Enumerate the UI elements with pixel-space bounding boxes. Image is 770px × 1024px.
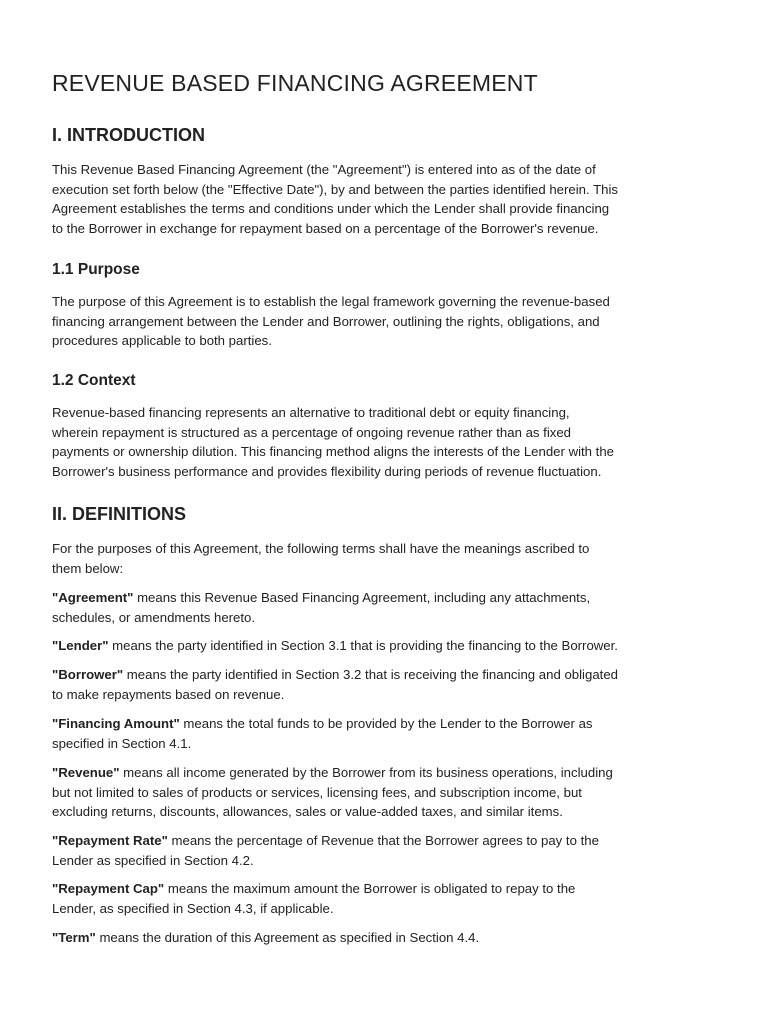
text-line [52, 928, 722, 948]
definition-term: "Repayment Rate" [52, 833, 168, 848]
definition-text: means the party identified in Section 3.2 that is receiving the financing and obligated [123, 667, 618, 682]
text-line: Lender, as specified in Section 4.3, if applicable. [52, 900, 334, 916]
subsection-heading-purpose: 1.1 Purpose [52, 261, 140, 278]
context-paragraph [52, 403, 722, 481]
definition-term: "Repayment Cap" [52, 881, 165, 896]
definition-text: means the party identified in Section 3.1 that is providing the financing to the Borrower. [108, 638, 618, 653]
text-line: Borrower's business performance and provides flexibility during periods of revenue fluctuation. [52, 463, 602, 479]
definition-borrower [52, 665, 722, 704]
text-line: Agreement establishes the terms and conditions under which the Lender shall provide financing [52, 201, 610, 216]
text-line [52, 636, 722, 656]
definition-term-duration [52, 928, 722, 948]
definition-revenue [52, 763, 722, 822]
definition-agreement [52, 588, 722, 627]
text-line [52, 831, 722, 851]
text-line: wherein repayment is structured as a percentage of ongoing revenue rather than as fixed [52, 424, 572, 440]
text-line: to make repayments based on revenue. [52, 686, 285, 702]
definition-text: means the maximum amount the Borrower is obligated to repay to the [164, 881, 576, 896]
purpose-paragraph [52, 292, 722, 351]
definition-text: means the total funds to be provided by the Lender to the Borrower as [179, 716, 593, 731]
introduction-paragraph [52, 160, 722, 238]
definition-repayment-cap [52, 879, 722, 918]
definition-text: means this Revenue Based Financing Agreement, including any attachments, [133, 590, 591, 605]
definition-lender [52, 636, 722, 656]
text-line: execution set forth below (the "Effective Date"), by and between the parties identified herein. This [52, 181, 619, 197]
text-line: specified in Section 4.1. [52, 735, 192, 751]
text-line: financing arrangement between the Lender and Borrower, outlining the rights, obligations, and [52, 313, 600, 329]
text-line: but not limited to sales of products or services, licensing fees, and subscription income, but [52, 784, 582, 800]
text-line: Lender as specified in Section 4.2. [52, 852, 254, 868]
text-line [52, 763, 722, 783]
document-title: REVENUE BASED FINANCING AGREEMENT [52, 70, 538, 96]
definitions-intro-paragraph [52, 539, 722, 578]
definition-text: means all income generated by the Borrower from its business operations, including [119, 765, 613, 780]
text-line [52, 588, 722, 608]
text-line: For the purposes of this Agreement, the following terms shall have the meanings ascribed to [52, 541, 590, 556]
definition-text: means the percentage of Revenue that the Borrower agrees to pay to the [167, 833, 599, 848]
definition-term: "Borrower" [52, 667, 124, 682]
definition-term: "Term" [52, 930, 96, 945]
definition-text: means the duration of this Agreement as specified in Section 4.4. [95, 930, 480, 945]
text-line [52, 665, 722, 685]
definition-term: "Agreement" [52, 590, 134, 605]
text-line: them below: [52, 560, 124, 576]
subsection-heading-context: 1.2 Context [52, 372, 136, 389]
definition-term: "Lender" [52, 638, 109, 653]
text-line: The purpose of this Agreement is to establish the legal framework governing the revenue-based [52, 294, 610, 309]
definition-repayment-rate [52, 831, 722, 870]
text-line: Revenue-based financing represents an alternative to traditional debt or equity financing, [52, 405, 570, 420]
text-line [52, 879, 722, 899]
text-line: to the Borrower in exchange for repayment based on a percentage of the Borrower's revenue. [52, 220, 599, 236]
text-line [52, 714, 722, 734]
text-line: procedures applicable to both parties. [52, 333, 272, 348]
definition-financing-amount [52, 714, 722, 753]
section-heading-definitions: II. DEFINITIONS [52, 504, 187, 524]
text-line: This Revenue Based Financing Agreement (the "Agreement") is entered into as of the date of [52, 162, 596, 177]
text-line: payments or ownership dilution. This financing method aligns the interests of the Lender with the [52, 444, 615, 459]
text-line: schedules, or amendments hereto. [52, 609, 256, 625]
definition-term: "Revenue" [52, 765, 120, 780]
section-heading-introduction: I. INTRODUCTION [52, 125, 205, 145]
definition-term: "Financing Amount" [52, 716, 180, 731]
text-line: excluding returns, discounts, allowances, sales or value-added taxes, and similar items. [52, 804, 563, 819]
